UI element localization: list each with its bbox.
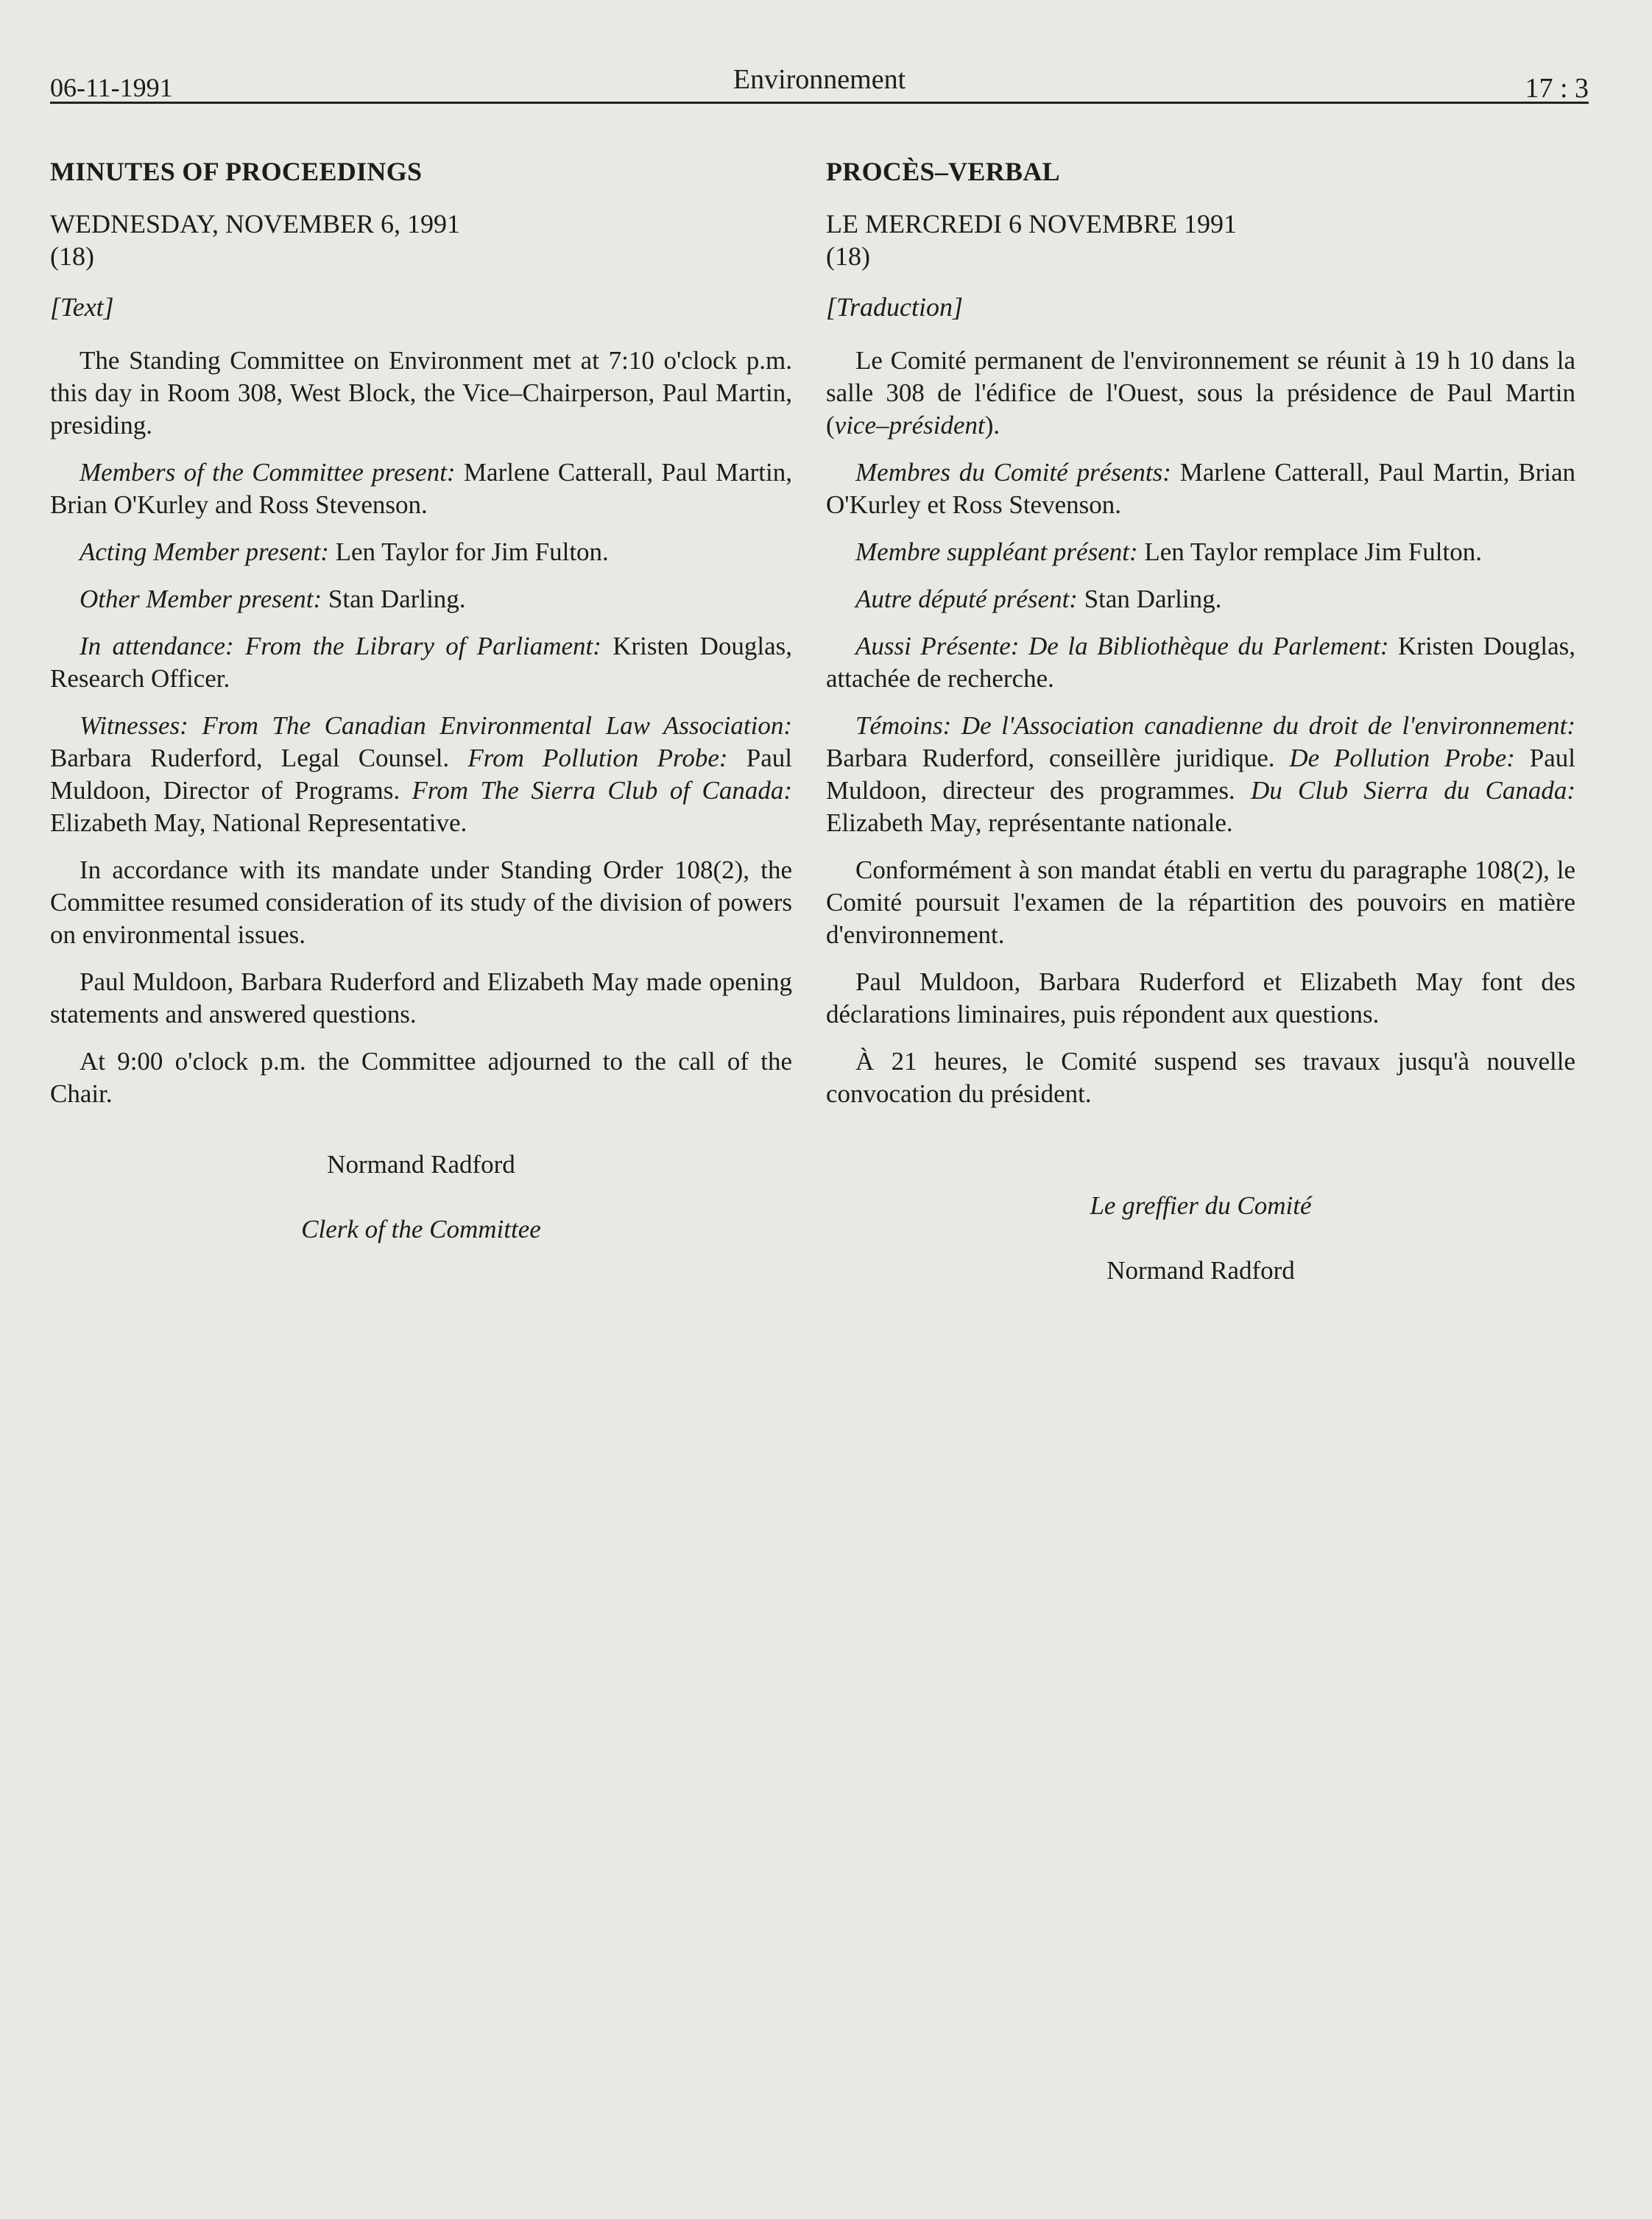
english-attendance-paragraph [50, 630, 792, 695]
french-adjournment-paragraph: À 21 heures, le Comité suspend ses travaux jusqu'à nouvelle convocation du président. [826, 1047, 1575, 1108]
header-page-number: 17 : 3 [1525, 73, 1589, 104]
english-signature-title: Clerk of the Committee [301, 1215, 541, 1243]
english-acting-text: Len Taylor for Jim Fulton. [328, 537, 609, 566]
french-signature-name: Normand Radford [1106, 1256, 1295, 1285]
french-witnesses-label-2: De Pollution Probe: [1289, 744, 1515, 772]
english-acting-paragraph [50, 536, 792, 568]
english-attendance-label: In attendance: From the Library of Parliament: [80, 632, 601, 660]
running-header [50, 62, 1589, 106]
french-opening-paragraph [826, 345, 1575, 442]
french-witnesses-label-3: Du Club Sierra du Canada: [1250, 776, 1575, 805]
header-rule [50, 102, 1589, 104]
english-signature-name: Normand Radford [327, 1150, 515, 1179]
french-opening-italic: vice–président [834, 411, 985, 440]
french-language-note: [Traduction] [826, 292, 964, 322]
english-adjournment-paragraph: At 9:00 o'clock p.m. the Committee adjourned to the call of the Chair. [50, 1047, 792, 1108]
french-witnesses-text-3: Elizabeth May, représentante nationale. [826, 808, 1233, 837]
english-witnesses-label-3: From The Sierra Club of Canada: [412, 776, 792, 805]
french-heading: PROCÈS–VERBAL [826, 157, 1060, 186]
french-opening-text: Le Comité permanent de l'environnement se réunit à 19 h 10 dans la salle 308 de l'édifice de l'Ouest, sous la présidence de Paul Martin ( [826, 346, 1575, 440]
english-witnesses-label-1: Witnesses: From The Canadian Environmental Law Association: [80, 711, 792, 740]
english-meeting-date: WEDNESDAY, NOVEMBER 6, 1991 [50, 209, 461, 239]
english-meeting-number: (18) [50, 241, 94, 271]
english-members-paragraph [50, 456, 792, 521]
english-column [50, 156, 792, 1244]
english-heading: MINUTES OF PROCEEDINGS [50, 157, 423, 186]
english-acting-label: Acting Member present: [80, 537, 329, 566]
english-attendance-text: Kristen Douglas, Research Officer. [50, 632, 792, 693]
header-title: Environnement [733, 64, 906, 95]
english-statements-paragraph: Paul Muldoon, Barbara Ruderford and Elizabeth May made opening statements and answered questions. [50, 967, 792, 1029]
english-witnesses-text-2: Paul Muldoon, Director of Programs. [50, 744, 792, 805]
french-attendance-label: Aussi Présente: De la Bibliothèque du Parlement: [855, 632, 1389, 660]
english-other-label: Other Member present: [80, 585, 322, 613]
english-other-paragraph [50, 583, 792, 615]
french-members-label: Membres du Comité présents: [855, 458, 1171, 487]
french-attendance-paragraph [826, 630, 1575, 695]
english-language-note: [Text] [50, 292, 114, 322]
french-members-text: Marlene Catterall, Paul Martin, Brian O'Kurley et Ross Stevenson. [826, 458, 1575, 519]
french-acting-paragraph [826, 536, 1575, 568]
french-column [826, 156, 1575, 1285]
french-witnesses-paragraph [826, 710, 1575, 839]
header-date: 06-11-1991 [50, 73, 173, 102]
french-other-paragraph [826, 583, 1575, 615]
english-witnesses-text-3: Elizabeth May, National Representative. [50, 808, 467, 837]
french-witnesses-text-1: Barbara Ruderford, conseillère juridique. [826, 744, 1290, 772]
french-acting-text: Len Taylor remplace Jim Fulton. [1137, 537, 1482, 566]
english-members-label: Members of the Committee present: [80, 458, 456, 487]
french-other-text: Stan Darling. [1077, 585, 1222, 613]
french-opening-end: ). [984, 411, 1000, 440]
french-signature-title: Le greffier du Comité [1090, 1191, 1312, 1220]
french-meeting-date: LE MERCREDI 6 NOVEMBRE 1991 [826, 209, 1237, 239]
french-witnesses-text-2: Paul Muldoon, directeur des programmes. [826, 744, 1575, 805]
english-witnesses-paragraph [50, 710, 792, 839]
french-witnesses-label-1: Témoins: De l'Association canadienne du droit de l'environnement: [855, 711, 1575, 740]
english-opening-paragraph: The Standing Committee on Environment met at 7:10 o'clock p.m. this day in Room 308, West Block, the Vice–Chairperson, Paul Martin, presiding. [50, 346, 792, 440]
english-other-text: Stan Darling. [322, 585, 466, 613]
french-members-paragraph [826, 456, 1575, 521]
french-attendance-text: Kristen Douglas, attachée de recherche. [826, 632, 1575, 693]
french-statements-paragraph: Paul Muldoon, Barbara Ruderford et Elizabeth May font des déclarations liminaires, puis répondent aux questions. [826, 967, 1575, 1029]
english-mandate-paragraph: In accordance with its mandate under Standing Order 108(2), the Committee resumed consideration of its study of the division of powers on environmental issues. [50, 856, 792, 949]
french-meeting-number: (18) [826, 241, 870, 271]
french-mandate-paragraph: Conformément à son mandat établi en vertu du paragraphe 108(2), le Comité poursuit l'examen de la répartition des pouvoirs en matière d'environnement. [826, 856, 1575, 949]
french-acting-label: Membre suppléant présent: [855, 537, 1138, 566]
french-other-label: Autre député présent: [855, 585, 1078, 613]
english-witnesses-label-2: From Pollution Probe: [467, 744, 728, 772]
english-members-text: Marlene Catterall, Paul Martin, Brian O'Kurley and Ross Stevenson. [50, 458, 792, 519]
english-witnesses-text-1: Barbara Ruderford, Legal Counsel. [50, 744, 468, 772]
